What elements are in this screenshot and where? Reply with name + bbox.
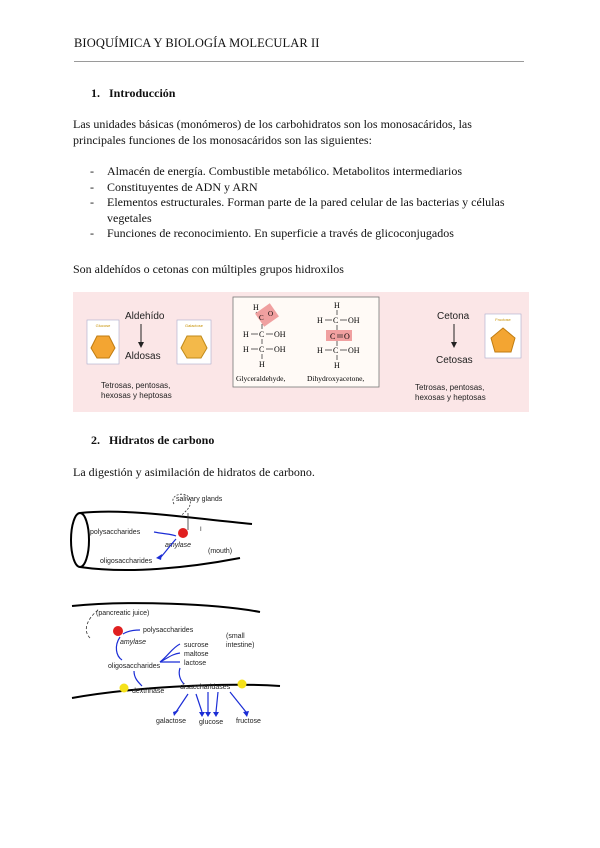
atom-c: C [259,314,264,322]
atom-oh: OH [348,346,360,355]
atom-h: H [259,360,265,369]
aldose-note-2: hexosas y heptosas [101,391,172,400]
section-2-title: Hidratos de carbono [109,433,215,447]
fructose-label: Fructose [495,317,511,322]
atom-c: C [333,316,339,325]
functions-list [90,164,530,242]
atom-h: H [243,330,249,339]
dihydroxyacetone-label: Dihydroxyacetone, [307,374,365,383]
atom-h: H [334,361,340,370]
disaccharidase-enzyme-icon [238,680,247,689]
atom-oh: OH [274,345,286,354]
list-item: - Funciones de reconocimiento. En superficie a través de glicoconjugados [90,226,454,240]
digestion-diagram [68,490,288,730]
intro-line-1: Las unidades básicas (monómeros) de los carbohidratos son los monosacáridos, las [73,117,472,131]
disaccharidases-label: disaccharidases [180,684,231,691]
atom-c: C [333,346,339,355]
small-intestine-label-1: (small [226,633,245,640]
section-1-title: Introducción [109,86,176,100]
ketose-note-2: hexosas y heptosas [415,393,486,402]
aldehido-label: Aldehído [125,311,165,322]
atom-h: H [243,345,249,354]
intestine-bottom-wall [72,685,280,698]
list-item: - Constituyentes de ADN y ARN [90,179,258,194]
section-2-number: 2. [91,433,100,447]
atom-oh: OH [274,330,286,339]
amylase-enzyme-icon [178,528,188,538]
maltose-label: maltose [184,651,209,658]
intro-paragraph [73,117,472,148]
atom-h: H [334,301,340,310]
small-intestine-label-2: intestine) [226,642,255,649]
mouth-label: (mouth) [208,548,233,555]
glyceraldehyde-label: Glyceraldehyde, [236,374,286,383]
glucose-label: Glucose [95,323,111,328]
salivary-label: salivary glands [176,496,223,503]
intro-line-2: principales funciones de los monosacáridos son las siguientes: [73,132,372,147]
section-2-heading [91,433,214,448]
atom-h: H [317,346,323,355]
section-1-heading [91,86,175,101]
cetosas-label: Cetosas [436,355,473,366]
pancreatic-label: (pancreatic juice) [96,610,150,617]
closing-sentence: Son aldehídos o cetonas con múltiples grupos hidroxilos [73,262,344,276]
oligosaccharides2-label: oligosaccharides [108,663,161,670]
fructose-out-label: fructose [236,718,261,725]
ketose-note-1: Tetrosas, pentosas, [415,383,485,392]
oligosaccharides-label: oligosaccharides [100,558,153,565]
structures-panel [233,297,379,387]
pancreatic-amylase-icon [113,626,123,636]
galactose-card [177,320,211,364]
atom-o: O [344,332,350,341]
glucose-card [87,320,119,364]
aldosas-label: Aldosas [125,351,161,362]
atom-h: H [253,303,259,312]
cetona-label: Cetona [437,311,470,322]
list-item: - Elementos estructurales. Forman parte de la pared celular de las bacterias y células vegetales [90,195,505,225]
list-item: - Almacén de energía. Combustible metabólico. Metabolitos intermediarios [90,164,463,178]
section-2-text: La digestión y asimilación de hidratos de carbono. [73,465,315,479]
atom-c: C [259,345,265,354]
amylase-label: amylase [165,542,192,549]
polysaccharides2-label: polysaccharides [143,627,194,634]
enzyme-mark: I [200,527,202,533]
dextrinase-label: dextrinase [132,688,165,695]
monosaccharide-diagram [73,292,529,412]
digestion-figure [68,490,288,735]
atom-c: C [259,330,265,339]
glucose-out-label: glucose [199,719,224,726]
lactose-label: lactose [184,660,207,667]
mouth-tube [71,512,252,570]
dextrinase-enzyme-icon [120,684,129,693]
header-rule [74,61,524,62]
sucrose-label: sucrose [184,642,209,649]
fructose-card [485,314,521,358]
page-header: BIOQUÍMICA Y BIOLOGÍA MOLECULAR II [74,36,320,50]
atom-c: C [330,332,336,341]
monosaccharide-figure [73,292,529,412]
section-1-number: 1. [91,86,100,100]
aldose-note-1: Tetrosas, pentosas, [101,381,171,390]
galactose-label: Galactose [184,323,204,328]
atom-oh: OH [348,316,360,325]
polysaccharides-label: polysaccharides [90,529,141,536]
amylase2-label: amylase [120,639,147,646]
galactose-out-label: galactose [156,718,186,725]
atom-o: O [268,310,274,318]
atom-h: H [317,316,323,325]
